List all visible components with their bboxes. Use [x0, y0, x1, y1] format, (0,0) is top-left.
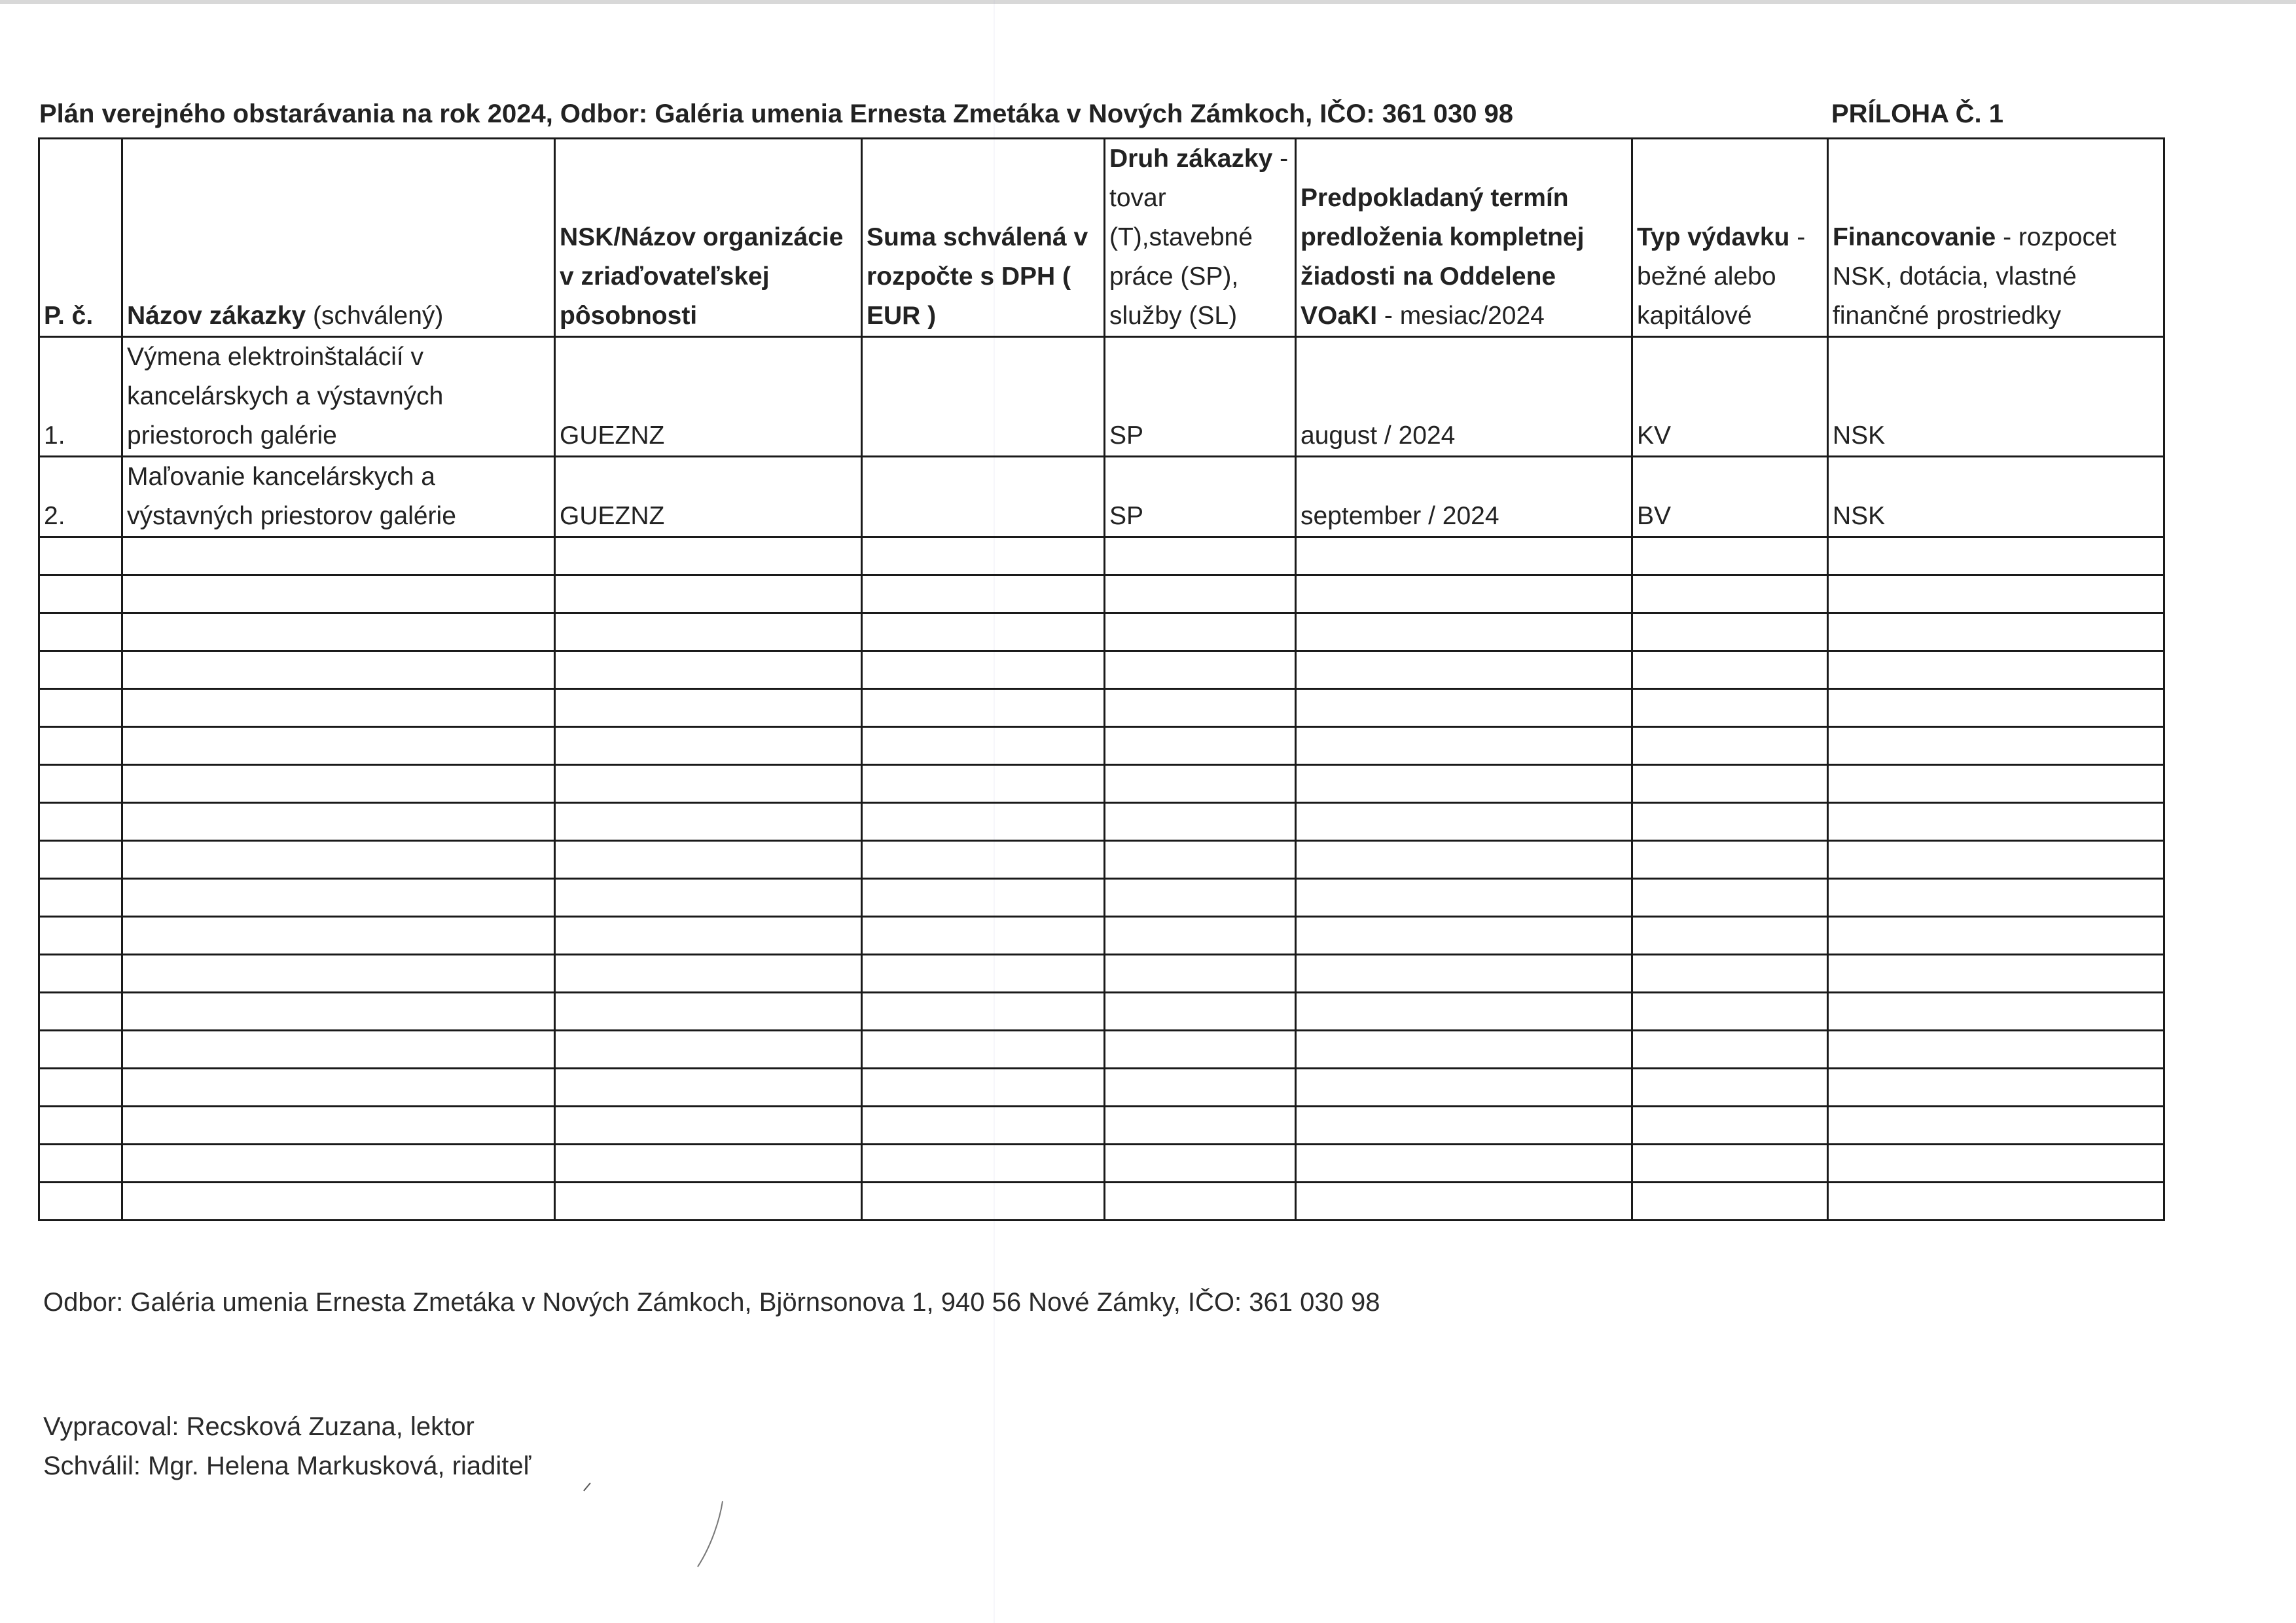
empty-cell	[555, 993, 862, 1031]
empty-cell	[1828, 689, 2164, 727]
empty-cell	[1828, 1145, 2164, 1183]
empty-cell	[1105, 993, 1296, 1031]
empty-cell	[862, 955, 1105, 993]
empty-cell	[39, 575, 122, 613]
empty-table-row	[39, 689, 2164, 727]
table-header-row	[39, 139, 2164, 337]
submission-term-cell: september / 2024	[1296, 457, 1632, 537]
empty-cell	[1828, 1107, 2164, 1145]
empty-cell	[1632, 803, 1828, 841]
empty-cell	[1632, 727, 1828, 765]
empty-cell	[39, 955, 122, 993]
empty-cell	[1296, 613, 1632, 651]
empty-cell	[122, 651, 555, 689]
empty-cell	[555, 613, 862, 651]
empty-cell	[39, 689, 122, 727]
empty-cell	[555, 917, 862, 955]
header-cell: NSK/Názov organizácie v zriaďovateľskej pôsobnosti	[555, 139, 862, 337]
empty-cell	[555, 727, 862, 765]
empty-cell	[122, 1107, 555, 1145]
empty-cell	[1105, 1183, 1296, 1221]
empty-cell	[122, 1183, 555, 1221]
empty-cell	[39, 1069, 122, 1107]
empty-cell	[1828, 1031, 2164, 1069]
empty-cell	[862, 765, 1105, 803]
approved-by: Schválil: Mgr. Helena Markusková, riaditeľ	[43, 1452, 531, 1480]
header-cell: Suma schválená v rozpočte s DPH ( EUR )	[862, 139, 1105, 337]
header-cell: Druh zákazky - tovar (T),stavebné práce (SP), služby (SL)	[1105, 139, 1296, 337]
empty-cell	[122, 1031, 555, 1069]
empty-cell	[1632, 537, 1828, 575]
pen-tick-mark	[581, 1480, 594, 1493]
prepared-by: Vypracoval: Recsková Zuzana, lektor	[43, 1412, 475, 1441]
scan-top-edge	[0, 0, 2296, 4]
expense-type-cell: KV	[1632, 337, 1828, 457]
empty-cell	[1828, 1069, 2164, 1107]
empty-cell	[1828, 803, 2164, 841]
empty-cell	[122, 727, 555, 765]
procurement-plan-table	[38, 137, 2165, 1221]
empty-cell	[1105, 1031, 1296, 1069]
empty-cell	[1296, 537, 1632, 575]
empty-cell	[862, 613, 1105, 651]
contract-type-cell: SP	[1105, 337, 1296, 457]
empty-cell	[1105, 1069, 1296, 1107]
empty-cell	[555, 1107, 862, 1145]
empty-cell	[1828, 955, 2164, 993]
submission-term-cell: august / 2024	[1296, 337, 1632, 457]
empty-cell	[1632, 955, 1828, 993]
empty-cell	[122, 993, 555, 1031]
header-cell: Financovanie - rozpocet NSK, dotácia, vlastné finančné prostriedky	[1828, 139, 2164, 337]
contract-type-cell: SP	[1105, 457, 1296, 537]
empty-cell	[1296, 727, 1632, 765]
empty-table-row	[39, 803, 2164, 841]
empty-cell	[862, 917, 1105, 955]
empty-cell	[862, 803, 1105, 841]
empty-cell	[39, 1145, 122, 1183]
empty-cell	[39, 1031, 122, 1069]
empty-cell	[862, 1107, 1105, 1145]
empty-cell	[1632, 1145, 1828, 1183]
empty-cell	[1632, 575, 1828, 613]
empty-cell	[862, 651, 1105, 689]
empty-cell	[555, 1183, 862, 1221]
empty-cell	[555, 765, 862, 803]
empty-cell	[1632, 765, 1828, 803]
empty-table-row	[39, 1069, 2164, 1107]
empty-cell	[1296, 1031, 1632, 1069]
empty-cell	[39, 651, 122, 689]
empty-cell	[122, 917, 555, 955]
empty-cell	[1828, 879, 2164, 917]
empty-cell	[1632, 1031, 1828, 1069]
empty-cell	[39, 993, 122, 1031]
empty-cell	[1632, 1069, 1828, 1107]
department-footer: Odbor: Galéria umenia Ernesta Zmetáka v Nových Zámkoch, Björnsonova 1, 940 56 Nové Zámky, IČO: 361 030 98	[43, 1288, 1380, 1317]
empty-cell	[1828, 727, 2164, 765]
empty-cell	[555, 841, 862, 879]
empty-cell	[862, 879, 1105, 917]
contract-name-cell: Maľovanie kancelárskych a výstavných priestorov galérie	[122, 457, 555, 537]
empty-cell	[555, 1031, 862, 1069]
empty-cell	[1632, 841, 1828, 879]
empty-cell	[555, 803, 862, 841]
empty-table-row	[39, 917, 2164, 955]
empty-cell	[122, 765, 555, 803]
empty-table-row	[39, 993, 2164, 1031]
empty-cell	[122, 613, 555, 651]
empty-cell	[39, 879, 122, 917]
empty-table-row	[39, 613, 2164, 651]
empty-cell	[1105, 575, 1296, 613]
empty-cell	[1105, 879, 1296, 917]
empty-cell	[1105, 765, 1296, 803]
empty-cell	[1828, 651, 2164, 689]
empty-cell	[1828, 613, 2164, 651]
table-row	[39, 337, 2164, 457]
empty-table-row	[39, 841, 2164, 879]
empty-cell	[122, 689, 555, 727]
empty-cell	[1828, 841, 2164, 879]
empty-table-row	[39, 1031, 2164, 1069]
empty-cell	[862, 1031, 1105, 1069]
empty-cell	[1828, 1183, 2164, 1221]
empty-cell	[1105, 727, 1296, 765]
empty-cell	[1828, 575, 2164, 613]
empty-cell	[1828, 993, 2164, 1031]
signature-stroke	[694, 1499, 733, 1571]
empty-cell	[1828, 765, 2164, 803]
expense-type-cell: BV	[1632, 457, 1828, 537]
table-row	[39, 457, 2164, 537]
header-cell: Predpokladaný termín predloženia kompletnej žiadosti na Oddelene VOaKI - mesiac/2024	[1296, 139, 1632, 337]
empty-cell	[39, 1183, 122, 1221]
header-cell: Typ výdavku - bežné alebo kapitálové	[1632, 139, 1828, 337]
empty-cell	[39, 917, 122, 955]
empty-table-row	[39, 1145, 2164, 1183]
empty-cell	[1105, 955, 1296, 993]
empty-cell	[1296, 1069, 1632, 1107]
contract-name-cell: Výmena elektroinštalácií v kancelárskych a výstavných priestoroch galérie	[122, 337, 555, 457]
empty-cell	[39, 803, 122, 841]
empty-cell	[1632, 1107, 1828, 1145]
empty-cell	[555, 879, 862, 917]
empty-table-row	[39, 575, 2164, 613]
approved-sum-cell	[862, 457, 1105, 537]
empty-cell	[1105, 689, 1296, 727]
empty-cell	[862, 1069, 1105, 1107]
empty-cell	[1105, 841, 1296, 879]
empty-cell	[555, 1069, 862, 1107]
empty-cell	[862, 575, 1105, 613]
empty-cell	[122, 803, 555, 841]
header-cell: Názov zákazky (schválený)	[122, 139, 555, 337]
empty-cell	[1296, 1183, 1632, 1221]
empty-cell	[1632, 613, 1828, 651]
funding-cell: NSK	[1828, 337, 2164, 457]
empty-cell	[555, 537, 862, 575]
empty-cell	[862, 1183, 1105, 1221]
empty-cell	[1105, 1145, 1296, 1183]
empty-cell	[122, 537, 555, 575]
empty-cell	[1296, 575, 1632, 613]
empty-cell	[1632, 651, 1828, 689]
empty-cell	[1105, 651, 1296, 689]
empty-cell	[39, 765, 122, 803]
empty-cell	[555, 575, 862, 613]
empty-cell	[122, 575, 555, 613]
empty-table-row	[39, 1183, 2164, 1221]
header-cell: P. č.	[39, 139, 122, 337]
empty-cell	[1632, 689, 1828, 727]
empty-cell	[862, 537, 1105, 575]
empty-cell	[1828, 537, 2164, 575]
empty-table-row	[39, 879, 2164, 917]
empty-cell	[1105, 1107, 1296, 1145]
empty-cell	[122, 1069, 555, 1107]
empty-table-row	[39, 537, 2164, 575]
empty-cell	[1296, 765, 1632, 803]
empty-table-row	[39, 765, 2164, 803]
empty-cell	[1828, 917, 2164, 955]
empty-cell	[1105, 803, 1296, 841]
annex-label: PRÍLOHA Č. 1	[1831, 99, 2003, 128]
empty-cell	[1296, 955, 1632, 993]
funding-cell: NSK	[1828, 457, 2164, 537]
empty-table-row	[39, 727, 2164, 765]
empty-cell	[862, 841, 1105, 879]
row-number-cell: 1.	[39, 337, 122, 457]
empty-cell	[1296, 993, 1632, 1031]
empty-cell	[1105, 537, 1296, 575]
empty-cell	[1632, 993, 1828, 1031]
empty-cell	[555, 955, 862, 993]
empty-cell	[39, 613, 122, 651]
empty-cell	[1296, 651, 1632, 689]
empty-cell	[122, 879, 555, 917]
organization-cell: GUEZNZ	[555, 457, 862, 537]
empty-cell	[39, 727, 122, 765]
empty-cell	[1632, 917, 1828, 955]
empty-cell	[555, 651, 862, 689]
empty-cell	[1296, 689, 1632, 727]
approved-sum-cell	[862, 337, 1105, 457]
empty-cell	[862, 993, 1105, 1031]
empty-cell	[1296, 1145, 1632, 1183]
document-title: Plán verejného obstarávania na rok 2024, Odbor: Galéria umenia Ernesta Zmetáka v Nových Zámkoch, IČO: 361 030 98	[39, 99, 1514, 128]
organization-cell: GUEZNZ	[555, 337, 862, 457]
empty-cell	[862, 727, 1105, 765]
empty-cell	[1632, 879, 1828, 917]
empty-cell	[39, 537, 122, 575]
empty-table-row	[39, 651, 2164, 689]
row-number-cell: 2.	[39, 457, 122, 537]
empty-cell	[862, 1145, 1105, 1183]
empty-cell	[555, 1145, 862, 1183]
empty-cell	[1296, 879, 1632, 917]
empty-cell	[122, 841, 555, 879]
empty-cell	[555, 689, 862, 727]
empty-table-row	[39, 955, 2164, 993]
empty-cell	[1105, 917, 1296, 955]
empty-cell	[1296, 917, 1632, 955]
empty-cell	[1296, 841, 1632, 879]
empty-table-row	[39, 1107, 2164, 1145]
empty-cell	[122, 955, 555, 993]
empty-cell	[1632, 1183, 1828, 1221]
empty-cell	[1105, 613, 1296, 651]
empty-cell	[1296, 803, 1632, 841]
empty-cell	[39, 1107, 122, 1145]
empty-cell	[1296, 1107, 1632, 1145]
empty-cell	[862, 689, 1105, 727]
empty-cell	[122, 1145, 555, 1183]
empty-cell	[39, 841, 122, 879]
